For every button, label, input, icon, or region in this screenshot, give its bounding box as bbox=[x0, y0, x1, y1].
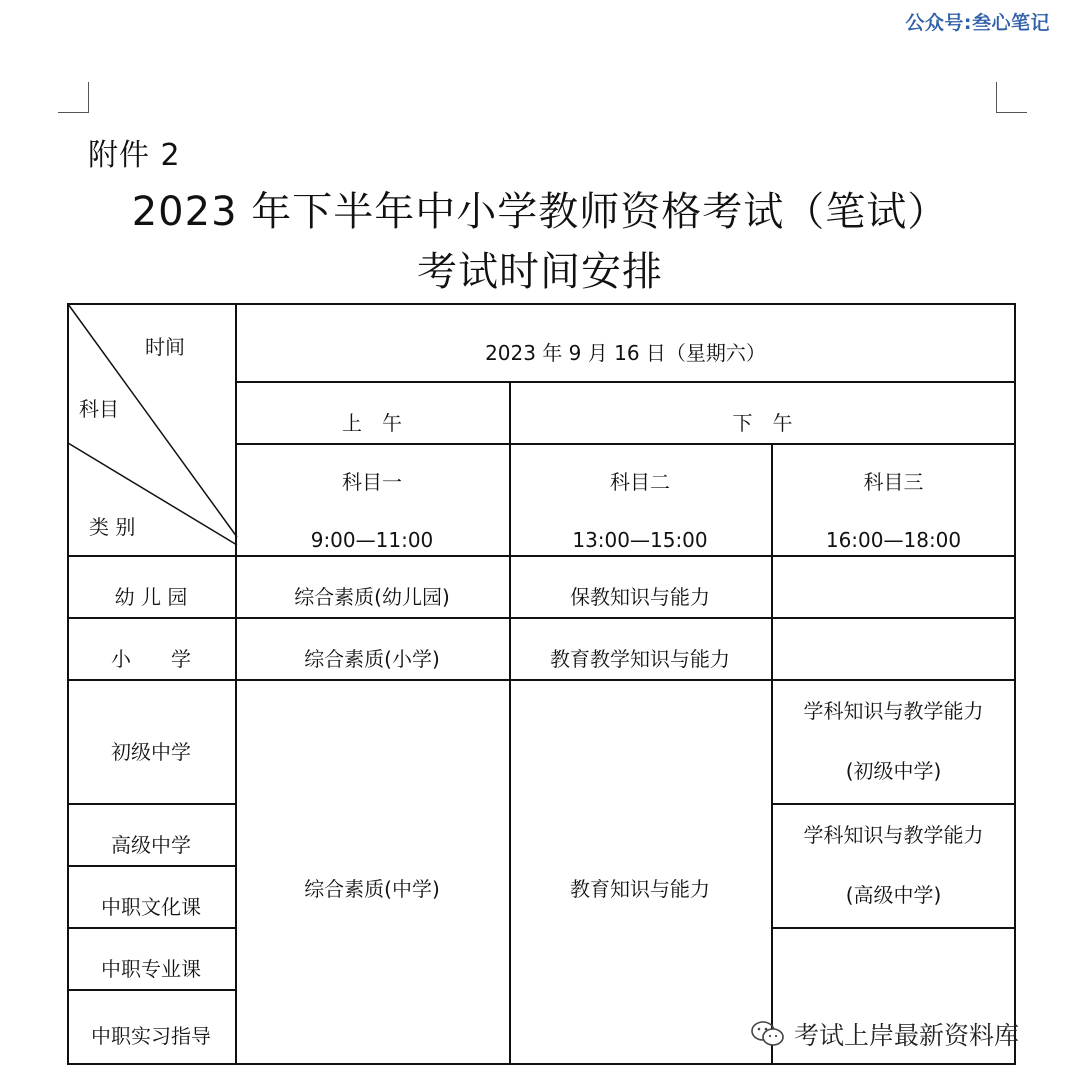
morning-cell: 上 午 bbox=[342, 411, 402, 435]
watermark-bottom bbox=[750, 1016, 1019, 1052]
kindergarten-subject-2: 保教知识与能力 bbox=[570, 585, 710, 609]
attachment-label: 附件 2 bbox=[88, 138, 181, 173]
crop-mark-right bbox=[996, 82, 1027, 113]
afternoon-cell: 下 午 bbox=[732, 411, 793, 435]
kindergarten-subject-1: 综合素质(幼儿园) bbox=[294, 585, 450, 609]
middle-subject-1: 综合素质(中学) bbox=[304, 877, 440, 901]
watermark-top: 公众号:叁心笔记 bbox=[905, 12, 1050, 34]
subject-3-header bbox=[771, 443, 1016, 567]
junior-subject-3 bbox=[771, 679, 1016, 803]
schedule-table bbox=[67, 303, 1016, 1065]
subject-1-time: 9:00—11:00 bbox=[310, 528, 434, 552]
watermark-bottom-text: 考试上岸最新资料库 bbox=[794, 1021, 1020, 1050]
primary-subject-1: 综合素质(小学) bbox=[304, 647, 440, 671]
junior-subject-3-line2: (初级中学) bbox=[845, 759, 942, 783]
subject-2-time: 13:00—15:00 bbox=[572, 528, 708, 552]
category-kindergarten: 幼 儿 园 bbox=[114, 585, 188, 609]
middle-subject-2: 教育知识与能力 bbox=[570, 877, 710, 901]
header-category-label: 类 别 bbox=[89, 515, 136, 539]
category-vocational-practice: 中职实习指导 bbox=[91, 1024, 211, 1048]
senior-subject-3 bbox=[771, 803, 1016, 927]
header-time-label: 时间 bbox=[145, 335, 185, 359]
document-subtitle: 考试时间安排 bbox=[417, 249, 663, 295]
table-line bbox=[771, 927, 1016, 929]
subject-2-header bbox=[509, 443, 771, 567]
wechat-icon bbox=[750, 1020, 786, 1048]
category-primary: 小 学 bbox=[111, 647, 191, 671]
date-cell: 2023 年 9 月 16 日（星期六） bbox=[485, 341, 766, 365]
subject-3-time: 16:00—18:00 bbox=[825, 528, 962, 552]
document-title: 2023 年下半年中小学教师资格考试（笔试） bbox=[131, 189, 949, 235]
junior-subject-3-line1: 学科知识与教学能力 bbox=[803, 699, 984, 723]
subject-3-name: 科目三 bbox=[863, 470, 924, 494]
subject-1-name: 科目一 bbox=[342, 470, 402, 494]
senior-subject-3-line2: (高级中学) bbox=[845, 883, 942, 907]
senior-subject-3-line1: 学科知识与教学能力 bbox=[803, 823, 984, 847]
primary-subject-2: 教育教学知识与能力 bbox=[550, 647, 730, 671]
crop-mark-left bbox=[58, 82, 89, 113]
category-junior: 初级中学 bbox=[111, 740, 191, 764]
header-subject-label: 科目 bbox=[79, 397, 119, 421]
subject-1-header bbox=[235, 443, 509, 567]
subject-2-name: 科目二 bbox=[610, 470, 670, 494]
category-senior: 高级中学 bbox=[111, 833, 191, 857]
category-vocational-major: 中职专业课 bbox=[101, 957, 201, 981]
category-vocational-culture: 中职文化课 bbox=[101, 895, 201, 919]
